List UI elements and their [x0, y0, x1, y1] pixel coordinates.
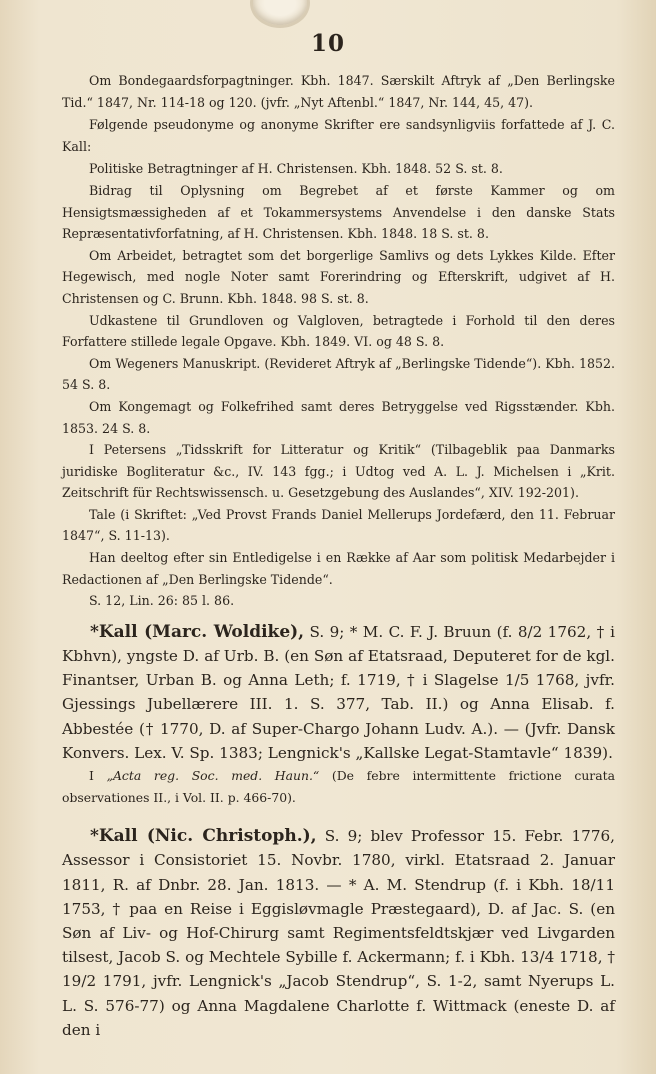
note-journal-title: „Acta reg. Soc. med. Haun.“ [106, 768, 320, 784]
note-rest: (De febre intermittente frictione curata observationes II., i Vol. II. p. 466-70). [62, 768, 615, 805]
paragraph-tale: Tale (i Skriftet: „Ved Provst Frands Daniel Mellerups Jordefærd, den 11. Februar 1847“, S. 11-13). [62, 506, 615, 544]
paragraph-wegeners: Om Wegeners Manuskript. (Revideret Aftryk af „Berlingske Tidende“). Kbh. 1852. 54 S. 8. [62, 355, 615, 393]
paragraph-petersens: I Petersens „Tidsskrift for Litteratur og Kritik“ (Tilbageblik paa Danmarks juridiske Bogliteratur &c., IV. 143 fgg.; i Udtog ved A. L. J. Michelsen i „Krit. Zeitschrift für Rechtswissensch. u. Gesetzgebung des Auslandes“, XIV. 192-201). [62, 442, 615, 501]
entry-note [62, 765, 615, 808]
paragraph-pseudonyme: Følgende pseudonyme og anonyme Skrifter ere sandsynligviis forfattede af J. C. Kall: [62, 117, 615, 154]
paragraph-politiske: Politiske Betragtninger af H. Christensen. Kbh. 1848. 52 S. st. 8. [89, 161, 503, 177]
entry-heading: *Kall (Nic. Christoph.), [90, 826, 317, 847]
entry-kall-nic [62, 824, 615, 1042]
paragraph-bondegaard: Om Bondegaardsforpagtninger. Kbh. 1847. Særskilt Aftryk af „Den Berlingske Tid.“ 1847, Nr. 114-18 og 120. (jvfr. „Nyt Aftenbl.“ 1847, Nr. 144, 45, 47). [62, 73, 615, 110]
entry-kall-marc [62, 620, 615, 765]
paragraph-arbeidet: Om Arbeidet, betragtet som det borgerlige Samlivs og dets Lykkes Kilde. Efter Hegewisch, med nogle Noter samt Forerindring og Efterskrift, udgivet af H. Christensen og C. Brunn. Kbh. 1848. 98 S. st. 8. [62, 247, 615, 306]
paragraph-erratum: S. 12, Lin. 26: 85 l. 86. [89, 593, 235, 609]
paragraph-bidrag: Bidrag til Oplysning om Begrebet af et første Kammer og om Hensigtsmæssigheden af et Tokammersystems Anvendelse i den danske Stats Repræsentativforfatning, af H. Christensen. Kbh. 1848. 18 S. st. 8. [62, 182, 615, 242]
page-body [62, 70, 615, 1042]
punch-hole [250, 0, 310, 28]
paragraph-udkastene: Udkastene til Grundloven og Valgloven, betragtede i Forhold til den deres Forfattere stillede legale Opgave. Kbh. 1849. VI. og 48 S. 8. [62, 312, 615, 350]
entry-heading: *Kall (Marc. Woldike), [90, 621, 305, 642]
paragraph-kongemagt: Om Kongemagt og Folkefrihed samt deres Betryggelse ved Rigsstænder. Kbh. 1853. 24 S. 8. [62, 398, 615, 436]
entry-body: S. 9; * M. C. F. J. Bruun (f. 8/2 1762, † i Kbhvn), yngste D. af Urb. B. (en Søn af Etatsraad, Deputeret for de kgl. Finantser, Urban B. og Anna Leth; f. 1719, † i Slagelse 1/5 1768, jvfr. Gjessings Jubellærere III. 1. S. 377, Tab. II.) og Anna Elisab. f. Abbestée († 1770, D. af Super-Chargo Johann Ludv. A.). — (Jvfr. Dansk Konvers. Lex. V. Sp. 1383; Lengnick's „Kallske Legat-Stamtavle“ 1839). [62, 622, 616, 762]
entry-body: S. 9; blev Professor 15. Febr. 1776, Assessor i Consistoriet 15. Novbr. 1780, virkl. Etatsraad 2. Januar 1811, R. af Dnbr. 28. Jan. 1813. — * A. M. Stendrup (f. i Kbh. 18/11 1753, † paa en Reise i Eggisløvmagle Præstegaard), D. af Jac. S. (en Søn af Liv- og Hof-Chirurg samt Regimentsfeldtskjær ved Livgarden tilsest, Jacob S. og Mechtele Sybille f. Ackermann; f. i Kbh. 13/4 1718, † 19/2 1791, jvfr. Lengnick's „Jacob Stendrup“, S. 1-2, samt Nyerups L. L. S. 576-77) og Anna Magdalene Charlotte f. Wittmack (eneste D. af den i [62, 827, 615, 1039]
paragraph-medarbejder: Han deeltog efter sin Entledigelse i en Række af Aar som politisk Medarbejder i Redactionen af „Den Berlingske Tidende“. [62, 550, 615, 587]
note-prefix: I [89, 768, 107, 784]
page-number: 10 [310, 30, 345, 57]
